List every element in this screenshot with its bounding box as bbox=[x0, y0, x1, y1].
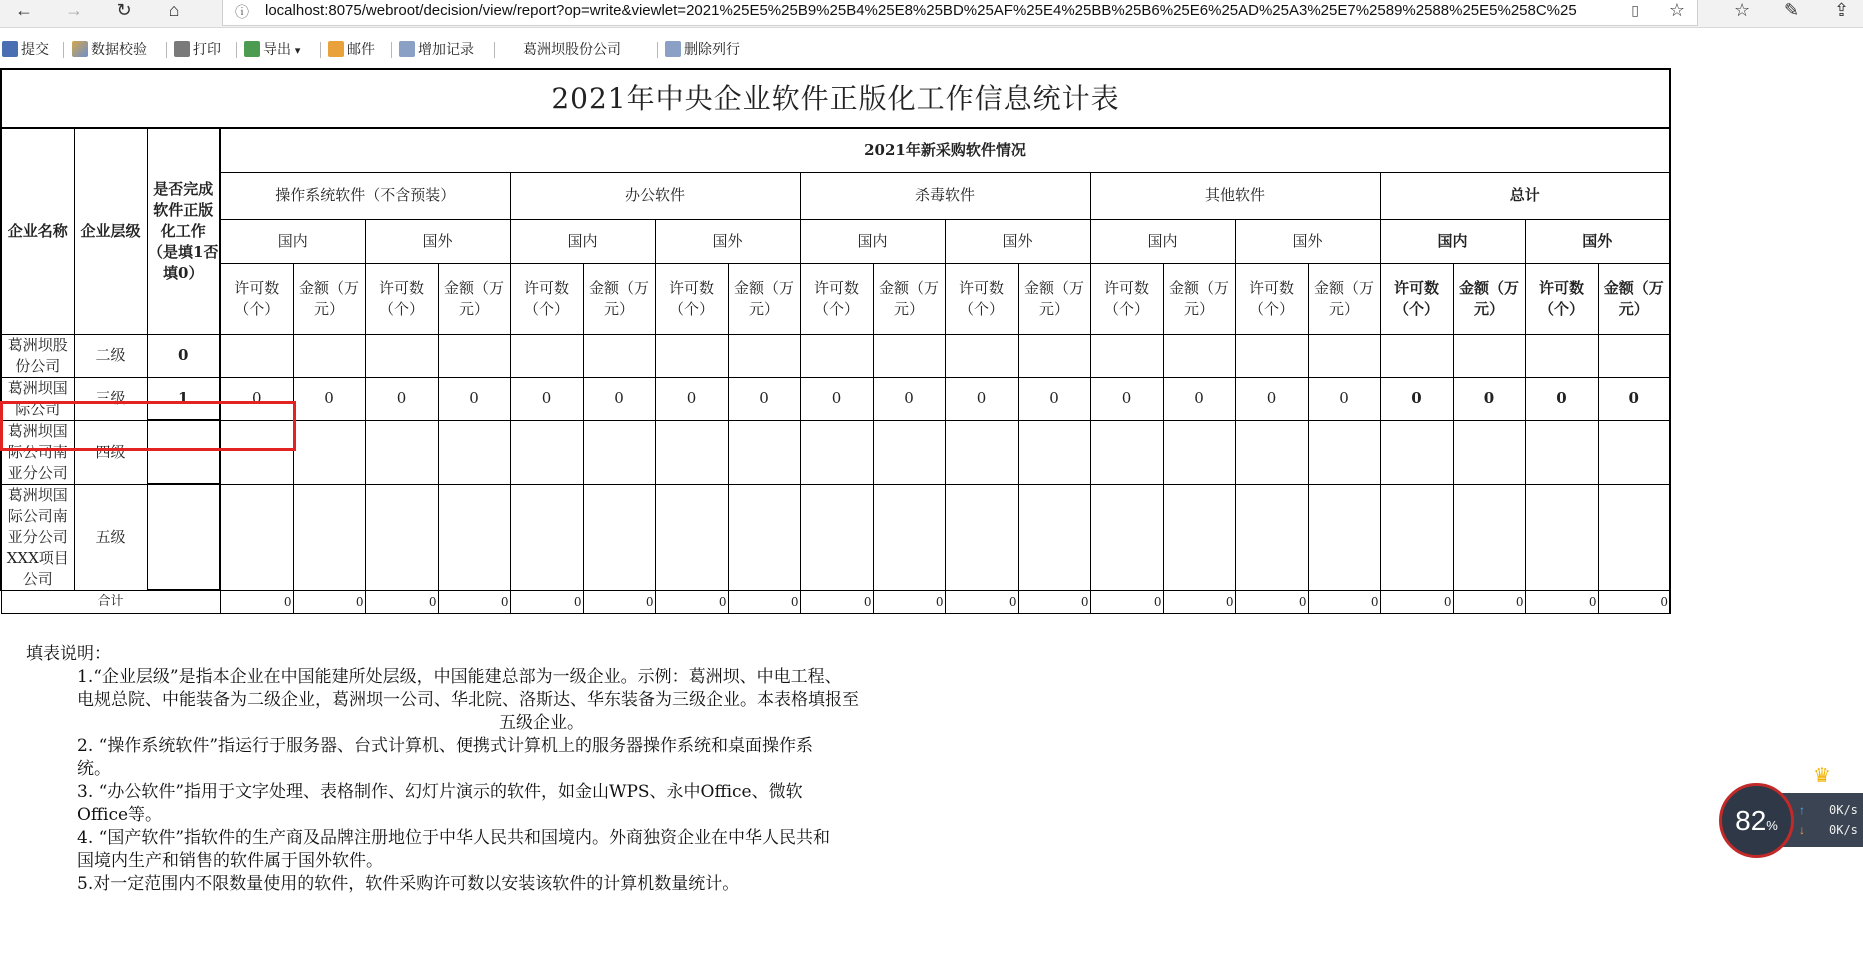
cell-value[interactable] bbox=[293, 484, 365, 590]
cell-value[interactable]: 0 bbox=[1598, 377, 1670, 420]
form-instructions bbox=[22, 643, 1022, 896]
toolbar-divider bbox=[166, 42, 167, 58]
delete-row-icon bbox=[665, 41, 681, 57]
cell-value[interactable] bbox=[1163, 420, 1235, 484]
header-licenses-6: 许可数（个） bbox=[945, 263, 1018, 334]
cell-value[interactable] bbox=[220, 420, 293, 484]
cell-value[interactable] bbox=[1525, 420, 1598, 484]
cell-value[interactable] bbox=[438, 484, 510, 590]
header-amount-1: 金额（万元） bbox=[293, 263, 365, 334]
header-amount-3: 金额（万元） bbox=[583, 263, 655, 334]
cell-total: 0 bbox=[1163, 590, 1235, 613]
printer-icon bbox=[174, 41, 190, 57]
cell-total: 0 bbox=[1018, 590, 1090, 613]
favorites-list-icon[interactable]: ☆ bbox=[1734, 0, 1751, 20]
cell-completion-flag[interactable]: 0 bbox=[147, 334, 220, 377]
cell-value[interactable] bbox=[873, 420, 945, 484]
cell-total: 0 bbox=[220, 590, 293, 613]
cell-value[interactable] bbox=[1380, 484, 1453, 590]
cell-value[interactable] bbox=[583, 484, 655, 590]
cell-company-name[interactable]: 葛洲坝国际公司 bbox=[1, 377, 74, 420]
export-button[interactable]: 导出 ▾ bbox=[244, 39, 300, 59]
total-label: 合计 bbox=[1, 590, 220, 613]
header-amount-8: 金额（万元） bbox=[1308, 263, 1380, 334]
site-info-icon[interactable]: ⓘ bbox=[235, 4, 249, 20]
cell-value[interactable]: 0 bbox=[583, 377, 655, 420]
cell-value[interactable] bbox=[1525, 334, 1598, 377]
cell-company-name[interactable]: 葛洲坝股份公司 bbox=[1, 334, 74, 377]
share-icon[interactable]: ⇪ bbox=[1834, 0, 1850, 20]
cell-value[interactable] bbox=[293, 420, 365, 484]
print-button[interactable]: 打印 bbox=[174, 39, 221, 59]
cell-value[interactable]: 0 bbox=[510, 377, 583, 420]
cell-value[interactable] bbox=[728, 334, 800, 377]
cell-total: 0 bbox=[438, 590, 510, 613]
mail-button[interactable]: 邮件 bbox=[328, 39, 375, 59]
table-row bbox=[1, 420, 1670, 484]
cell-value[interactable] bbox=[1453, 484, 1525, 590]
header-domestic-1: 国内 bbox=[220, 219, 365, 263]
toolbar-divider bbox=[391, 42, 392, 58]
cell-total: 0 bbox=[800, 590, 873, 613]
header-licenses-5: 许可数（个） bbox=[800, 263, 873, 334]
cell-value[interactable] bbox=[1235, 420, 1308, 484]
cell-value[interactable] bbox=[873, 334, 945, 377]
header-domestic-5: 国内 bbox=[1380, 219, 1525, 263]
cell-value[interactable]: 0 bbox=[1163, 377, 1235, 420]
cell-value[interactable] bbox=[365, 334, 438, 377]
cell-value[interactable]: 0 bbox=[945, 377, 1018, 420]
cell-total: 0 bbox=[1525, 590, 1598, 613]
cell-value[interactable] bbox=[1380, 334, 1453, 377]
cell-company-name[interactable]: 葛洲坝国际公司南亚分公司XXX项目公司 bbox=[1, 484, 74, 590]
upload-arrow-icon: ↑ bbox=[1799, 803, 1805, 817]
cell-total: 0 bbox=[583, 590, 655, 613]
cell-value[interactable] bbox=[1235, 484, 1308, 590]
cell-value[interactable] bbox=[728, 420, 800, 484]
header-licenses-10: 许可数（个） bbox=[1525, 263, 1598, 334]
cell-value[interactable] bbox=[1018, 420, 1090, 484]
chevron-down-icon: ▾ bbox=[294, 45, 301, 57]
table-row bbox=[1, 377, 1670, 420]
header-licenses-8: 许可数（个） bbox=[1235, 263, 1308, 334]
cell-value[interactable]: 0 bbox=[873, 377, 945, 420]
cell-value[interactable] bbox=[1090, 334, 1163, 377]
export-icon bbox=[244, 41, 260, 57]
cell-value[interactable]: 0 bbox=[800, 377, 873, 420]
header-company-name: 企业名称 bbox=[1, 128, 74, 334]
cell-total: 0 bbox=[1308, 590, 1380, 613]
header-amount-6: 金额（万元） bbox=[1018, 263, 1090, 334]
wand-icon bbox=[72, 41, 88, 57]
cell-value[interactable]: 0 bbox=[293, 377, 365, 420]
header-amount-2: 金额（万元） bbox=[438, 263, 510, 334]
cell-value[interactable] bbox=[1308, 334, 1380, 377]
cell-total: 0 bbox=[1598, 590, 1670, 613]
cell-value[interactable] bbox=[1018, 334, 1090, 377]
header-company-level: 企业层级 bbox=[74, 128, 147, 334]
cell-value[interactable] bbox=[1598, 334, 1670, 377]
download-arrow-icon: ↓ bbox=[1799, 823, 1805, 837]
instruction-2-line-2: 统。 bbox=[77, 759, 111, 779]
percent-sign: % bbox=[1766, 818, 1778, 833]
cell-value[interactable] bbox=[365, 420, 438, 484]
instruction-3-line-1: 3. “办公软件”指用于文字处理、表格制作、幻灯片演示的软件，如金山WPS、永中Office、微软 bbox=[77, 782, 803, 802]
cell-value[interactable] bbox=[583, 420, 655, 484]
header-foreign-3: 国外 bbox=[945, 219, 1090, 263]
cell-value[interactable] bbox=[1018, 484, 1090, 590]
cell-value[interactable] bbox=[1453, 420, 1525, 484]
header-licenses-3: 许可数（个） bbox=[510, 263, 583, 334]
cell-total: 0 bbox=[293, 590, 365, 613]
reader-view-icon[interactable]: ▯ bbox=[1631, 2, 1639, 18]
instruction-2-line-1: 2. “操作系统软件”指运行于服务器、台式计算机、便携式计算机上的服务器操作系统和桌面操作系 bbox=[77, 736, 814, 756]
cell-value[interactable] bbox=[655, 484, 728, 590]
cell-value[interactable] bbox=[728, 484, 800, 590]
cell-value[interactable] bbox=[438, 334, 510, 377]
header-completion-flag: 是否完成软件正版化工作（是填1否填0） bbox=[147, 128, 220, 334]
cell-value[interactable] bbox=[293, 334, 365, 377]
cell-company-level[interactable]: 二级 bbox=[74, 334, 147, 377]
cell-value[interactable]: 0 bbox=[438, 377, 510, 420]
cell-value[interactable] bbox=[1163, 334, 1235, 377]
cell-total: 0 bbox=[1453, 590, 1525, 613]
cell-value[interactable] bbox=[945, 420, 1018, 484]
cell-value[interactable] bbox=[1525, 484, 1598, 590]
cell-total: 0 bbox=[365, 590, 438, 613]
header-category-2: 办公软件 bbox=[510, 172, 800, 219]
cell-value[interactable] bbox=[583, 334, 655, 377]
cell-value[interactable] bbox=[1308, 420, 1380, 484]
header-licenses-1: 许可数（个） bbox=[220, 263, 293, 334]
cell-completion-flag[interactable]: 1 bbox=[147, 377, 220, 420]
validate-button[interactable]: 数据校验 bbox=[72, 39, 147, 59]
instruction-4-line-2: 国境内生产和销售的软件属于国外软件。 bbox=[77, 851, 383, 871]
instruction-5: 5.对一定范围内不限数量使用的软件，软件采购许可数以安装该软件的计算机数量统计。 bbox=[77, 874, 740, 894]
address-bar[interactable] bbox=[222, 0, 1698, 26]
cell-value[interactable]: 0 bbox=[1308, 377, 1380, 420]
header-domestic-2: 国内 bbox=[510, 219, 655, 263]
header-amount-10: 金额（万元） bbox=[1598, 263, 1670, 334]
cell-value[interactable] bbox=[510, 420, 583, 484]
cell-value[interactable]: 0 bbox=[655, 377, 728, 420]
cell-company-level[interactable]: 四级 bbox=[74, 420, 147, 484]
cell-value[interactable] bbox=[438, 420, 510, 484]
submit-button[interactable]: 提交 bbox=[2, 39, 49, 59]
memory-percent: 82 bbox=[1735, 805, 1767, 836]
instruction-3-line-2: Office等。 bbox=[77, 805, 163, 825]
instruction-1-line-1: 1.“企业层级”是指本企业在中国能建所处层级，中国能建总部为一级企业。示例：葛洲坝、中电工程、 bbox=[77, 667, 842, 687]
table-row bbox=[1, 484, 1670, 590]
header-amount-4: 金额（万元） bbox=[728, 263, 800, 334]
cell-value[interactable] bbox=[220, 484, 293, 590]
cell-completion-flag[interactable] bbox=[147, 484, 220, 590]
browser-toolbar bbox=[0, 0, 1863, 28]
cell-value[interactable]: 0 bbox=[1018, 377, 1090, 420]
add-row-icon bbox=[399, 41, 415, 57]
cell-value[interactable] bbox=[873, 484, 945, 590]
header-licenses-7: 许可数（个） bbox=[1090, 263, 1163, 334]
header-category-5: 总计 bbox=[1380, 172, 1670, 219]
download-speed: 0K/s bbox=[1829, 823, 1858, 837]
header-foreign-1: 国外 bbox=[365, 219, 510, 263]
cell-completion-flag[interactable] bbox=[147, 420, 220, 484]
pen-icon[interactable]: ✎ bbox=[1784, 0, 1800, 20]
toolbar-divider bbox=[494, 42, 495, 58]
instruction-1-line-3: 五级企业。 bbox=[499, 713, 584, 733]
cell-total: 0 bbox=[655, 590, 728, 613]
instruction-1-line-2: 电规总院、中能装备为二级企业，葛洲坝一公司、华北院、洛斯达、华东装备为三级企业。本表格填报至 bbox=[77, 690, 859, 710]
upload-speed: 0K/s bbox=[1829, 803, 1858, 817]
report-sheet bbox=[0, 68, 1671, 614]
url-text[interactable]: localhost:8075/webroot/decision/view/report?op=write&viewlet=2021%25E5%25B9%25B4%25E8%25BD%25AF%25E4%25BB%25B6%25E6%25AD%25A3%25E7%2589%2588%25E5%258C%25 bbox=[265, 2, 1577, 19]
crown-icon: ♛ bbox=[1813, 765, 1831, 787]
cell-value[interactable] bbox=[1090, 420, 1163, 484]
header-amount-7: 金额（万元） bbox=[1163, 263, 1235, 334]
cell-company-level[interactable]: 三级 bbox=[74, 377, 147, 420]
header-category-4: 其他软件 bbox=[1090, 172, 1380, 219]
memory-usage-gauge[interactable] bbox=[1719, 783, 1794, 858]
cell-value[interactable] bbox=[800, 420, 873, 484]
cell-value[interactable] bbox=[1090, 484, 1163, 590]
cell-value[interactable]: 0 bbox=[1235, 377, 1308, 420]
cell-value[interactable] bbox=[800, 484, 873, 590]
refresh-icon[interactable]: ↻ bbox=[116, 0, 132, 20]
cell-value[interactable] bbox=[510, 484, 583, 590]
cell-value[interactable] bbox=[220, 334, 293, 377]
cell-value[interactable]: 0 bbox=[728, 377, 800, 420]
header-foreign-5: 国外 bbox=[1525, 219, 1670, 263]
cell-value[interactable] bbox=[1380, 420, 1453, 484]
cell-value[interactable]: 0 bbox=[365, 377, 438, 420]
back-icon[interactable]: ← bbox=[15, 0, 33, 20]
header-new-purchase: 2021年新采购软件情况 bbox=[220, 128, 1670, 172]
cell-value[interactable]: 0 bbox=[1453, 377, 1525, 420]
cell-value[interactable] bbox=[800, 334, 873, 377]
instructions-title: 填表说明： bbox=[26, 644, 111, 664]
mail-icon bbox=[328, 41, 344, 57]
toolbar-divider bbox=[320, 42, 321, 58]
cell-value[interactable]: 0 bbox=[1380, 377, 1453, 420]
cell-value[interactable] bbox=[655, 420, 728, 484]
cell-value[interactable] bbox=[945, 334, 1018, 377]
company-selector[interactable]: 葛洲坝股份公司 bbox=[523, 41, 621, 57]
cell-value[interactable] bbox=[1598, 484, 1670, 590]
cell-total: 0 bbox=[1235, 590, 1308, 613]
cell-value[interactable] bbox=[1308, 484, 1380, 590]
cell-company-level[interactable]: 五级 bbox=[74, 484, 147, 590]
cell-value[interactable]: 0 bbox=[1090, 377, 1163, 420]
instruction-4-line-1: 4. “国产软件”指软件的生产商及品牌注册地位于中华人民共和国境内。外商独资企业在中华人民共和 bbox=[77, 828, 831, 848]
cell-value[interactable]: 0 bbox=[1525, 377, 1598, 420]
toolbar-divider bbox=[236, 42, 237, 58]
header-category-3: 杀毒软件 bbox=[800, 172, 1090, 219]
header-amount-9: 金额（万元） bbox=[1453, 263, 1525, 334]
favorite-star-icon[interactable]: ☆ bbox=[1668, 0, 1685, 20]
cell-total: 0 bbox=[1380, 590, 1453, 613]
report-toolbar bbox=[0, 36, 1863, 64]
header-domestic-4: 国内 bbox=[1090, 219, 1235, 263]
cell-value[interactable] bbox=[655, 334, 728, 377]
header-foreign-2: 国外 bbox=[655, 219, 800, 263]
toolbar-divider bbox=[657, 42, 658, 58]
report-table bbox=[0, 68, 1671, 614]
network-speed-widget[interactable] bbox=[1719, 765, 1863, 858]
cell-value[interactable] bbox=[1163, 484, 1235, 590]
cell-value[interactable] bbox=[945, 484, 1018, 590]
toolbar-divider bbox=[63, 42, 64, 58]
report-title: 2021年中央企业软件正版化工作信息统计表 bbox=[1, 69, 1670, 128]
cell-value[interactable] bbox=[510, 334, 583, 377]
cell-value[interactable] bbox=[365, 484, 438, 590]
cell-value[interactable] bbox=[1235, 334, 1308, 377]
header-domestic-3: 国内 bbox=[800, 219, 945, 263]
cell-total: 0 bbox=[1090, 590, 1163, 613]
save-icon bbox=[2, 41, 18, 57]
cell-total: 0 bbox=[728, 590, 800, 613]
add-record-button[interactable]: 增加记录 bbox=[399, 39, 474, 59]
forward-icon[interactable]: → bbox=[65, 0, 83, 20]
home-icon[interactable]: ⌂ bbox=[168, 0, 180, 20]
cell-value[interactable]: 0 bbox=[220, 377, 293, 420]
cell-value[interactable] bbox=[1453, 334, 1525, 377]
cell-value[interactable] bbox=[1598, 420, 1670, 484]
table-row bbox=[1, 334, 1670, 377]
cell-company-name[interactable]: 葛洲坝国际公司南亚分公司 bbox=[1, 420, 74, 484]
header-licenses-9: 许可数（个） bbox=[1380, 263, 1453, 334]
header-licenses-4: 许可数（个） bbox=[655, 263, 728, 334]
header-foreign-4: 国外 bbox=[1235, 219, 1380, 263]
header-licenses-2: 许可数（个） bbox=[365, 263, 438, 334]
header-category-1: 操作系统软件（不含预装） bbox=[220, 172, 510, 219]
header-amount-5: 金额（万元） bbox=[873, 263, 945, 334]
cell-total: 0 bbox=[873, 590, 945, 613]
cell-total: 0 bbox=[510, 590, 583, 613]
delete-row-button[interactable]: 删除列行 bbox=[665, 39, 740, 59]
cell-total: 0 bbox=[945, 590, 1018, 613]
